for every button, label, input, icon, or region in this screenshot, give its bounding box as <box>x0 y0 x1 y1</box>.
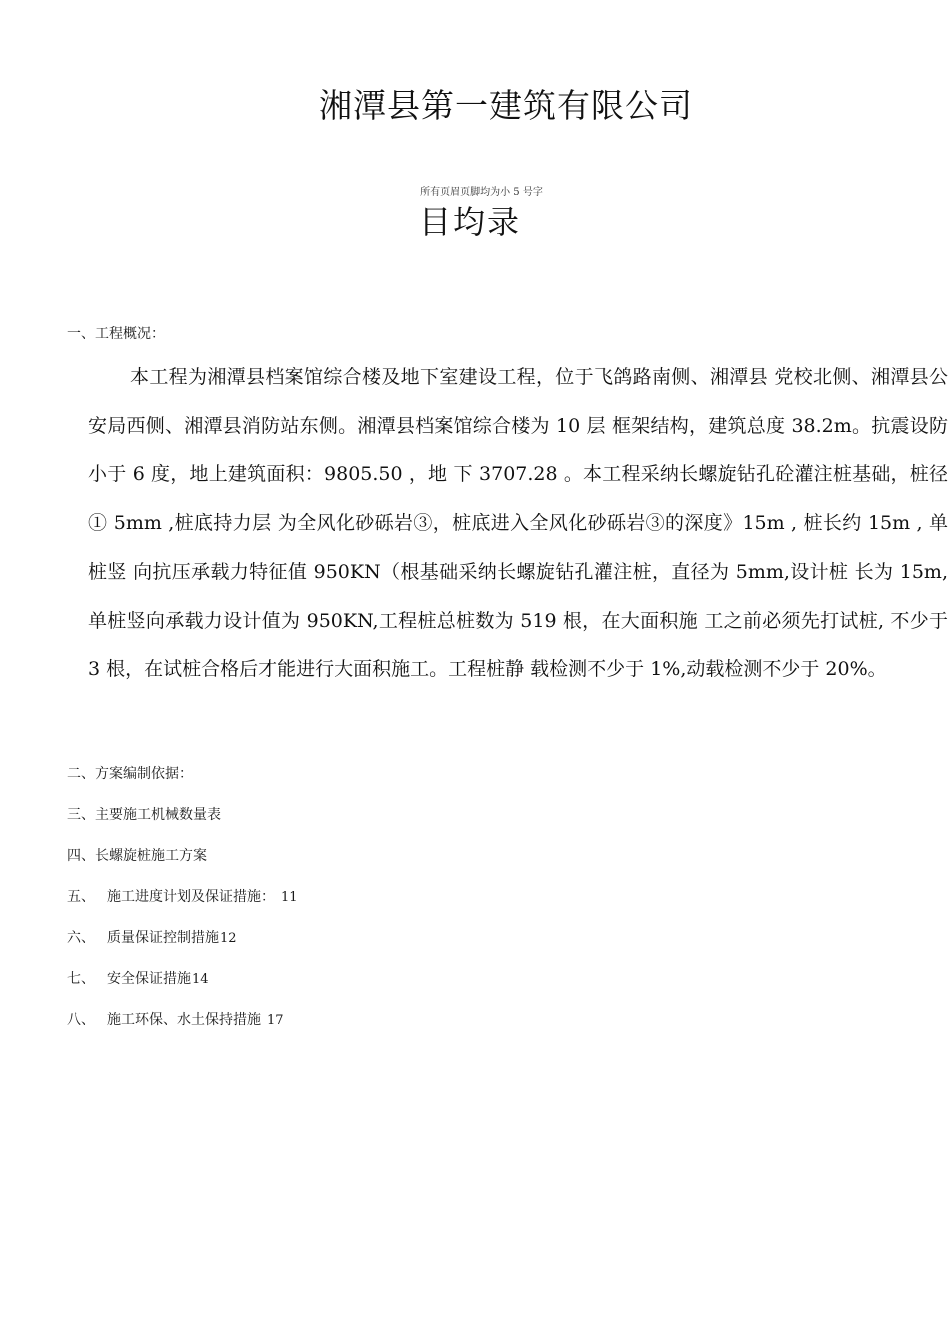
toc-item[interactable] <box>67 1006 298 1047</box>
company-title: 湘潭县第一建筑有限公司 <box>319 86 693 125</box>
toc-item-number: 六、 <box>67 930 95 946</box>
toc-item-page: 11 <box>281 890 298 905</box>
toc-item-page: 17 <box>267 1013 284 1028</box>
toc-item-number: 七、 <box>67 971 95 987</box>
toc-item[interactable] <box>67 924 298 965</box>
toc-item-label: 安全保证措施 <box>107 971 191 987</box>
toc-item[interactable] <box>67 760 298 801</box>
toc-item-label: 长螺旋桩施工方案 <box>95 848 207 864</box>
section-heading-overview: 一、工程概况： <box>67 326 165 342</box>
project-overview-paragraph: 本工程为湘潭县档案馆综合楼及地下室建设工程，位于飞鸽路南侧、湘潭县 党校北侧、湘潭县公安局西侧、湘潭县消防站东侧。湘潭县档案馆综合楼为 10 层 框架结构，建筑总度 38.2m。抗震设防小于 6 度，地上建筑面积：9805.50 ，地 下 3707.28 。本工程采纳长螺旋钻孔砼灌注桩基础，桩径① 5mm ,桩底持力层 为全风化砂砾岩③，桩底进入全风化砂砾岩③的深度》15m , 桩长约 15m , 单桩竖 向抗压承载力特征值 950KN（根基础采纳长螺旋钻孔灌注桩，直径为 5mm,设计桩 长为 15m,单桩竖向承载力设计值为 950KN,工程桩总桩数为 519 根，在大面积施 工之前必须先打试桩, 不少于 3 根，在试桩合格后才能进行大面积施工。工程桩静 载检测不少于 1%,动载检测不少于 20%。 <box>88 366 948 681</box>
toc-item-page: 12 <box>220 931 237 946</box>
toc-title: 目均录 <box>418 203 521 241</box>
toc-item[interactable] <box>67 801 298 842</box>
toc-item-label: 施工进度计划及保证措施： <box>107 889 275 905</box>
toc-item-label: 施工环保、水土保持措施 <box>107 1012 261 1028</box>
header-footer-note: 所有页眉页脚均为小 5 号字 <box>420 187 543 198</box>
toc-item-label: 主要施工机械数量表 <box>95 807 221 823</box>
toc-item[interactable] <box>67 965 298 1006</box>
toc-list <box>67 760 298 1047</box>
toc-item-number: 三、 <box>67 807 95 823</box>
toc-item-label: 方案编制依据： <box>95 766 193 782</box>
toc-item-number: 二、 <box>67 766 95 782</box>
toc-item-number: 四、 <box>67 848 95 864</box>
toc-item-page: 14 <box>192 972 209 987</box>
toc-item-label: 质量保证控制措施 <box>107 930 219 946</box>
toc-item[interactable] <box>67 842 298 883</box>
toc-item-number: 八、 <box>67 1012 95 1028</box>
toc-item[interactable] <box>67 883 298 924</box>
toc-item-number: 五、 <box>67 889 95 905</box>
